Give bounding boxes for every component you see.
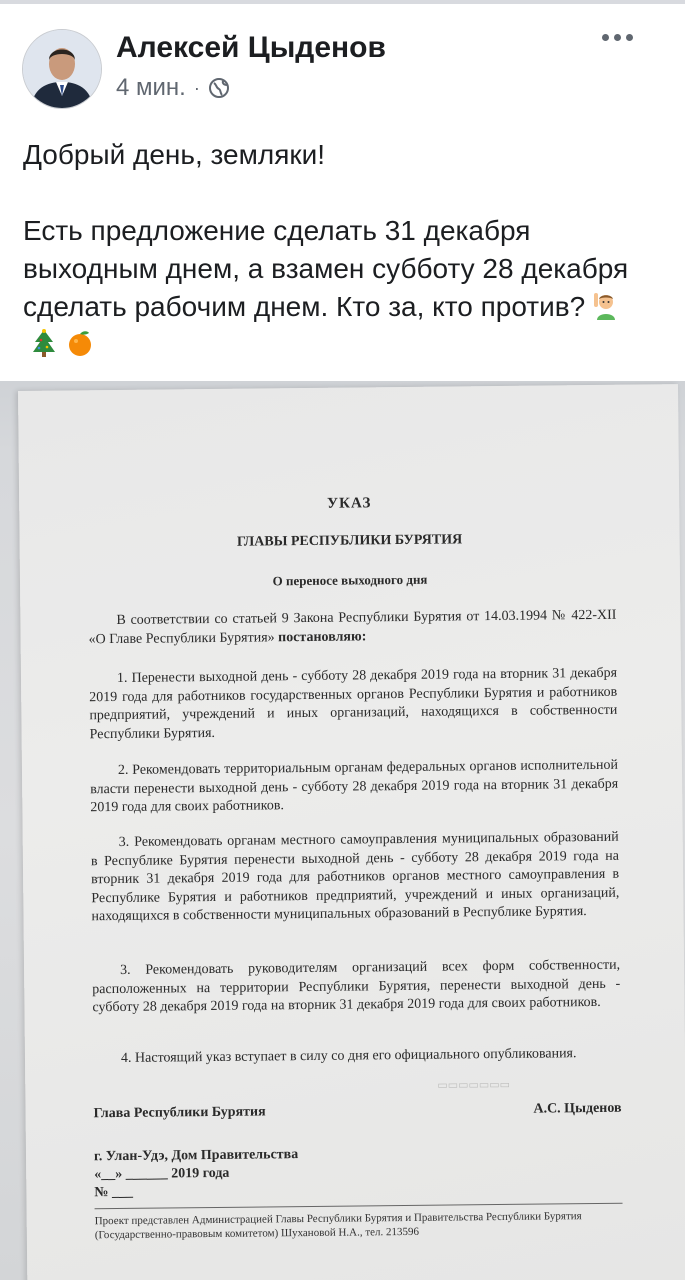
decree-item-text: 1. Перенести выходной день - субботу 28 декабря 2019 года на вторник 31 декабря 2019 года для работников государственных органов Республики Бурятия и работников предприятий, учреждений и иных организаций, находящихся в собственности Республики Бурятия. [89,665,618,742]
signature-title: Глава Республики Бурятия [93,1104,266,1122]
decree-item-text: 3. Рекомендовать руководителям организаций всех форм собственности, расположенных на территории Республики Бурятия, перенести выходной день - субботу 28 декабря 2019 года на вторник 31 декабря 2019 года для своих работников. [92,957,621,1016]
paragraph-gap [23,174,657,212]
avatar-image [23,30,101,108]
preamble-bold: постановляю: [278,628,367,645]
faint-stamp: ▭▭▭▭▭▭▭ [437,1078,511,1092]
post-body [23,212,657,364]
preamble-text: В соответствии со статьей 9 Закона Республики Бурятия от 14.03.1994 № 422-XII «О Главе Республики Бурятия» [88,607,617,647]
post-text [0,114,685,364]
post-greeting: Добрый день, земляки! [23,139,326,170]
decree-preamble [88,607,616,650]
signature-name: А.С. Цыденов [533,1100,622,1117]
decree-item-4 [92,957,621,1018]
decree-item-3 [91,829,620,927]
attached-photo[interactable] [0,381,685,1280]
footer-divider [95,1203,623,1210]
more-options-icon[interactable] [602,34,633,41]
decree-date: «__» ______ 2019 года [94,1165,230,1183]
decree-number: № ___ [94,1184,134,1201]
author-name[interactable]: Алексей Цыденов [116,31,386,64]
more-dot [614,34,621,41]
globe-icon [208,77,230,99]
decree-item-1 [89,665,618,745]
meta-separator: · [193,77,200,98]
decree-place: г. Улан-Удэ, Дом Правительства [93,1147,299,1165]
post-body-text: Есть предложение сделать 31 декабря выходным днем, а взамен субботу 28 декабря сделать рабочим днем. Кто за, кто против? [23,215,629,322]
avatar[interactable] [22,29,102,109]
decree-item-5 [93,1045,621,1069]
person-raising-hand-icon [591,290,621,320]
decree-footer: Проект представлен Администрацией Главы Республики Бурятия и Правительства Республики Бурятия (Государственно-правовым комитетом) Шухановой Н.А., тел. 213596 [94,1210,582,1242]
decree-title: УКАЗ [326,495,372,512]
tangerine-icon [65,328,95,358]
christmas-tree-icon [29,328,59,358]
signature-row [93,1101,621,1123]
decree-subtitle: ГЛАВЫ РЕСПУБЛИКИ БУРЯТИЯ [236,532,463,550]
decree-item-text: 4. Настоящий указ вступает в силу со дня его официального опубликования. [120,1046,577,1066]
decree-document [18,384,685,1280]
more-dot [626,34,633,41]
post-header [0,4,685,114]
decree-place-date [94,1146,299,1202]
post-meta [116,74,230,102]
more-dot [602,34,609,41]
decree-heading: О переносе выходного дня [272,571,428,589]
decree-item-text: 2. Рекомендовать территориальным органам федеральных органов исполнительной власти перенести выходной день - субботу 28 декабря 2019 года на вторник 31 декабря 2019 года для своих работников. [90,757,619,816]
decree-item-2 [90,757,619,818]
post-time[interactable]: 4 мин. [116,74,186,101]
decree-item-text: 3. Рекомендовать органам местного самоуправления муниципальных образований в Республике Бурятия перенести выходной день - субботу 28 декабря 2019 года на вторник 31 декабря 2019 года для работников органов местного самоуправления в Республике Бурятия и работников предприятий, учреждений и иных организаций, находящихся в собственности муниципальных образований в Республике Бурятия. [90,829,620,925]
